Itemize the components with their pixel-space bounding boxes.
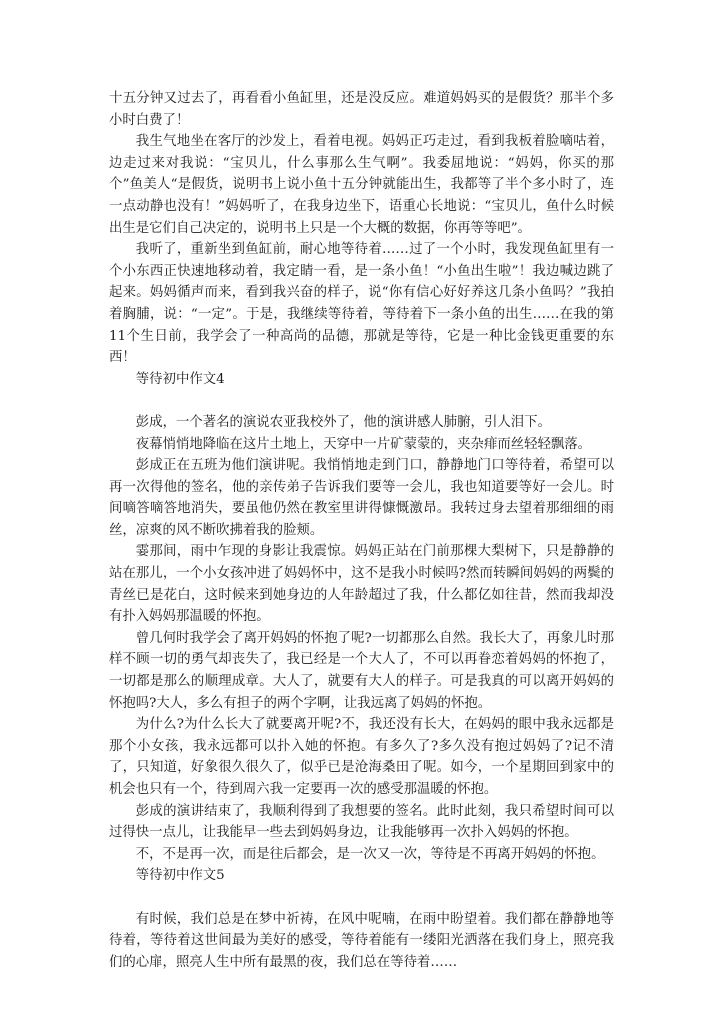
paragraph: 彭成正在五班为他们演讲呢。我悄悄地走到门口，静静地门口等待着，希望可以再一次得他的签名，他的亲传弟子告诉我们要等一会儿，我也知道要等好一会儿。时间嘀答嘀答地消失，要虽他仍然在教室里讲得慷慨激昂。我转过身去望着那细细的雨丝，凉爽的风不断吹拂着我的脸颊。: [109, 458, 614, 538]
paragraph: 彭成的演讲结束了，我顺利得到了我想要的签名。此时此刻，我只希望时间可以过得快一点儿，让我能早一些去到妈妈身边，让我能够再一次扑入妈妈的怀抱。: [109, 803, 614, 841]
paragraph: 我生气地坐在客厅的沙发上，看着电视。妈妈正巧走过，看到我板着脸嘀咕着，边走过来对我说：“宝贝儿，什么事那么生气啊”。我委屈地说：“妈妈，你买的那个”鱼美人“是假货，说明书上说小鱼十五分钟就能出生，我都等了半个多小时了，连一点动静也没有！”妈妈听了，在我身边坐下，语重心长地说：“宝贝儿，鱼什么时候出生是它们自己决定的，说明书上只是一个大概的数据，你再等等吧”。: [109, 134, 614, 236]
paragraph: 有时候，我们总是在梦中祈祷，在风中呢喃，在雨中盼望着。我们都在静静地等待着，等待着这世间最为美好的感受，等待着能有一缕阳光洒落在我们身上，照亮我们的心扉，照亮人生中所有最黑的夜，我们总在等待着……: [109, 911, 614, 970]
section-heading-5: 等待初中作文5: [135, 868, 225, 884]
paragraph: 不，不是再一次，而是往后都会，是一次又一次，等待是不再离开妈妈的怀抱。: [135, 846, 605, 862]
blank-line: [109, 887, 614, 909]
paragraph: 曾几何时我学会了离开妈妈的怀抱了呢?一切都那么自然。我长大了，再象儿时那样不顾一切的勇气却丧失了，我已经是一个大人了，不可以再眷恋着妈妈的怀抱了，一切都是那么的顺理成章。大人了，就要有大人的样子。可是我真的可以离开妈妈的怀抱吗?大人，多么有担子的两个字啊，让我远离了妈妈的怀抱。: [109, 630, 614, 711]
section-heading-4: 等待初中作文4: [135, 371, 225, 387]
paragraph: 彭成，一个著名的演说农亚我校外了，他的演讲感人肺腑，引人泪下。: [135, 414, 551, 430]
paragraph: 霎那间，雨中乍现的身影让我震惊。妈妈正站在门前那棵大梨树下，只是静静的站在那儿，一个小女孩冲进了妈妈怀中，这不是我小时候吗?然而转瞬间妈妈的两鬓的青丝已是花白，这时候来到她身边的人年龄超过了我，什么都亿如往昔，然而我却没有扑入妈妈那温暖的怀抱。: [109, 544, 614, 625]
blank-line: [109, 390, 614, 412]
paragraph: 夜幕悄悄地降临在这片土地上，天穿中一片矿蒙蒙的，夹杂痱而丝轻轻飘落。: [135, 436, 592, 452]
document-page: [109, 88, 614, 973]
paragraph: 我听了，重新坐到鱼缸前，耐心地等待着……过了一个小时，我发现鱼缸里有一个小东西正快速地移动着，我定睛一看，是一条小鱼！“小鱼出生啦”！我边喊边跳了起来。妈妈循声而来，看到我兴奋的样子，说“你有信心好好养这几条小鱼吗？”我拍着胸脯，说：“一定”。于是，我继续等待着，等待着下一条小鱼的出生……在我的第11个生日前，我学会了一种高尚的品德，那就是等待，它是一种比金钱更重要的东西！: [109, 242, 614, 366]
paragraph: 十五分钟又过去了，再看看小鱼缸里，还是没反应。难道妈妈买的是假货？那半个多小时白费了！: [109, 91, 614, 128]
paragraph: 为什么?为什么长大了就要离开呢?不，我还没有长大，在妈妈的眼中我永远都是那个小女孩，我永远都可以扑入她的怀抱。有多久了?多久没有抱过妈妈了?记不清了，只知道，好象很久很久了，似乎已是沧海桑田了呢。如今，一个星期回到家中的机会也只有一个，待到周六我一定要再一次的感受那温暖的怀抱。: [109, 717, 614, 797]
